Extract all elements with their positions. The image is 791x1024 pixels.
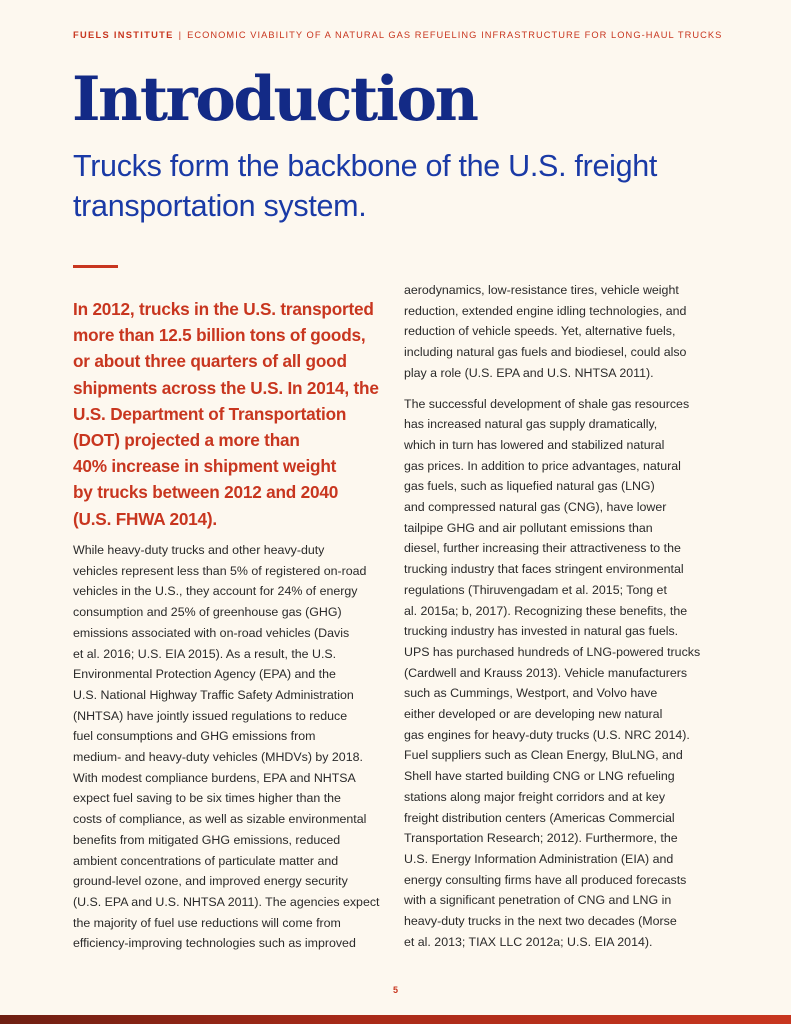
- body-line: UPS has purchased hundreds of LNG-powered trucks: [404, 644, 701, 659]
- body-line: efficiency-improving technologies such as improved: [73, 936, 356, 951]
- body-line: consumption and 25% of greenhouse gas (GHG): [73, 605, 342, 620]
- body-line: has increased natural gas supply dramatically,: [404, 417, 658, 432]
- header-separator: |: [178, 30, 183, 40]
- body-line: ground-level ozone, and improved energy security: [73, 874, 348, 889]
- body-line: regulations (Thiruvengadam et al. 2015; Tong et: [404, 582, 667, 597]
- body-text-right-column: [404, 280, 724, 953]
- body-line: costs of compliance, as well as sizable environmental: [73, 812, 367, 827]
- body-line: et al. 2013; TIAX LLC 2012a; U.S. EIA 2014).: [404, 934, 653, 949]
- body-line: (U.S. EPA and U.S. NHTSA 2011). The agencies expect: [73, 894, 380, 909]
- body-line: Shell have started building CNG or LNG refueling: [404, 769, 675, 784]
- body-line: aerodynamics, low-resistance tires, vehicle weight: [404, 283, 679, 297]
- header-brand: FUELS INSTITUTE: [73, 30, 174, 40]
- body-line: including natural gas fuels and biodiesel, could also: [404, 345, 687, 360]
- pull-quote-line: or about three quarters of all good: [73, 351, 347, 372]
- running-header: [73, 30, 753, 40]
- body-line: al. 2015a; b, 2017). Recognizing these benefits, the: [404, 603, 688, 618]
- body-line: reduction, extended engine idling technologies, and: [404, 303, 687, 318]
- body-line: With modest compliance burdens, EPA and NHTSA: [73, 770, 356, 785]
- body-line: energy consulting firms have all produced forecasts: [404, 872, 687, 887]
- body-line: diesel, further increasing their attractiveness to the: [404, 541, 681, 556]
- body-line: tailpipe GHG and air pollutant emissions than: [404, 520, 653, 535]
- body-line: U.S. National Highway Traffic Safety Administration: [73, 687, 354, 702]
- paragraph-gap: [404, 384, 724, 394]
- body-line: trucking industry has invested in natural gas fuels.: [404, 624, 679, 639]
- body-line: freight distribution centers (Americas Commercial: [404, 810, 675, 825]
- body-line: play a role (U.S. EPA and U.S. NHTSA 2011).: [404, 365, 654, 380]
- body-line: Transportation Research; 2012). Furthermore, the: [404, 831, 678, 846]
- pull-quote-line: In 2012, trucks in the U.S. transported: [73, 299, 374, 319]
- body-line: trucking industry that faces stringent environmental: [404, 562, 684, 577]
- body-line: While heavy-duty trucks and other heavy-duty: [73, 543, 325, 557]
- body-line: et al. 2016; U.S. EIA 2015). As a result, the U.S.: [73, 646, 337, 661]
- body-line: heavy-duty trucks in the next two decades (Morse: [404, 914, 677, 929]
- page-title: Introduction: [72, 64, 477, 135]
- body-text-left-column: [73, 540, 393, 954]
- body-line: and compressed natural gas (CNG), have lower: [404, 500, 667, 515]
- pull-quote-line: (U.S. FHWA 2014).: [73, 508, 217, 529]
- header-report-title: ECONOMIC VIABILITY OF A NATURAL GAS REFUELING INFRASTRUCTURE FOR LONG-HAUL TRUCKS: [187, 30, 723, 40]
- body-line: gas prices. In addition to price advantages, natural: [404, 458, 681, 473]
- pull-quote-line: more than 12.5 billion tons of goods,: [73, 325, 366, 346]
- body-line: such as Cummings, Westport, and Volvo have: [404, 686, 658, 701]
- pull-quote: [73, 296, 383, 532]
- page-subtitle: Trucks form the backbone of the U.S. freight transportation system.: [73, 149, 658, 223]
- body-line: which in turn has lowered and stabilized natural: [404, 437, 665, 452]
- body-line: expect fuel saving to be six times higher than the: [73, 791, 341, 806]
- accent-rule: [73, 265, 118, 268]
- body-line: reduction of vehicle speeds. Yet, alternative fuels,: [404, 324, 676, 339]
- pull-quote-line: U.S. Department of Transportation: [73, 403, 347, 424]
- body-line: Fuel suppliers such as Clean Energy, BluLNG, and: [404, 748, 683, 763]
- body-line: fuel consumptions and GHG emissions from: [73, 729, 316, 744]
- body-line: The successful development of shale gas resources: [404, 396, 690, 411]
- body-line: vehicles in the U.S., they account for 24% of energy: [73, 584, 358, 599]
- body-line: stations along major freight corridors and at key: [404, 789, 666, 804]
- pull-quote-line: by trucks between 2012 and 2040: [73, 482, 339, 503]
- body-line: (NHTSA) have jointly issued regulations to reduce: [73, 708, 348, 723]
- footer-bar: [0, 1015, 791, 1024]
- page-number: 5: [392, 985, 398, 995]
- body-line: medium- and heavy-duty vehicles (MHDVs) by 2018.: [73, 750, 363, 765]
- body-line: ambient concentrations of particulate matter and: [73, 853, 339, 868]
- body-line: benefits from mitigated GHG emissions, reduced: [73, 832, 341, 847]
- pull-quote-line: shipments across the U.S. In 2014, the: [73, 377, 379, 398]
- body-line: either developed or are developing new natural: [404, 707, 663, 722]
- body-line: (Cardwell and Krauss 2013). Vehicle manufacturers: [404, 665, 688, 680]
- body-line: the majority of fuel use reductions will come from: [73, 915, 341, 930]
- body-line: vehicles represent less than 5% of registered on-road: [73, 563, 367, 578]
- pull-quote-line: 40% increase in shipment weight: [73, 456, 337, 477]
- pull-quote-line: (DOT) projected a more than: [73, 430, 300, 451]
- body-line: gas engines for heavy-duty trucks (U.S. NRC 2014).: [404, 727, 690, 742]
- body-line: emissions associated with on-road vehicles (Davis: [73, 625, 350, 640]
- body-line: gas fuels, such as liquefied natural gas (LNG): [404, 479, 655, 494]
- body-line: Environmental Protection Agency (EPA) and the: [73, 667, 336, 682]
- body-line: U.S. Energy Information Administration (EIA) and: [404, 851, 674, 866]
- body-line: with a significant penetration of CNG and LNG in: [404, 893, 672, 908]
